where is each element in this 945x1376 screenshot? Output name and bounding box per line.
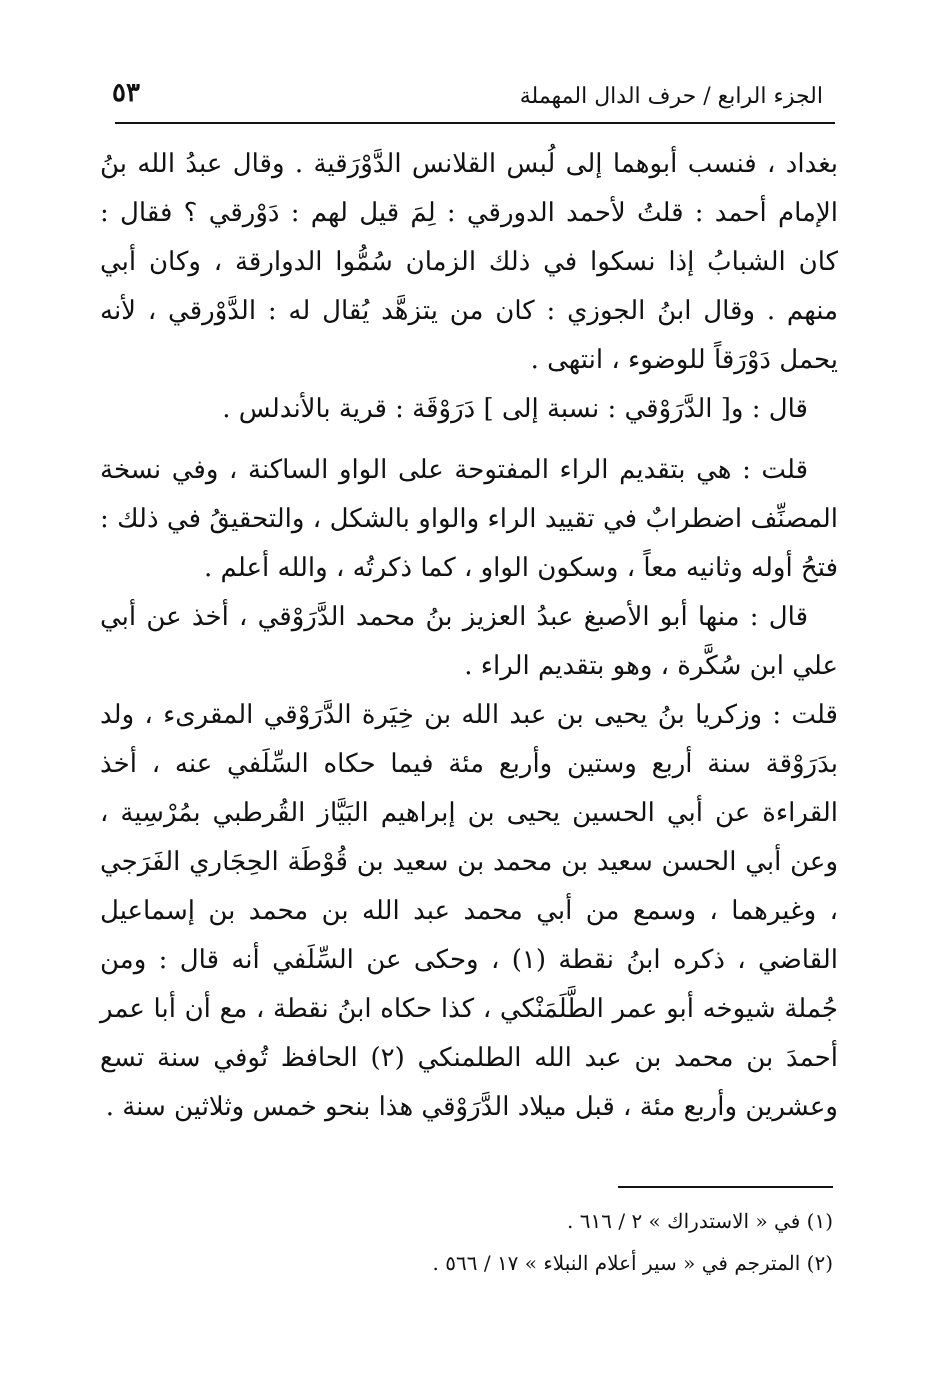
body-text — [100, 140, 838, 1180]
footnote-2: (٢) المترجم في « سير أعلام النبلاء » ١٧ / ٥٦٦ . — [432, 1251, 833, 1275]
paragraph-3: قلت : هي بتقديم الراء المفتوحة على الواو الساكنة ، وفي نسخة المصنِّف اضطرابٌ في تقييد الراء والواو بالشكل ، والتحقيقُ في ذلك : فتحُ أوله وثانيه معاً ، وسكون الواو ، كما ذكرتُه ، والله أعلم . — [100, 455, 838, 583]
running-head: الجزء الرابع / حرف الدال المهملة — [519, 84, 823, 109]
page-number: ٥٣ — [112, 78, 140, 108]
footnote-rule — [618, 1186, 833, 1188]
header-rule — [115, 122, 835, 124]
paragraph-5: قلت : وزكريا بنُ يحيى بن عبد الله بن خِيَرة الدَّرَوْقي المقرىء ، ولد بدَرَوْقة سنة أربع وستين وأربع مئة فيما حكاه السِّلَفي عنه ، أخذ القراءة عن أبي الحسين يحيى بن إبراهيم البَيَّاز القُرطبي بمُرْسِية ، وعن أبي الحسن سعيد بن محمد بن سعيد بن قُوْطَة الحِجَاري الفَرَجي ، وغيرهما ، وسمع من أبي محمد عبد الله بن محمد بن إسماعيل القاضي ، ذكره ابنُ نقطة (١) ، وحكى عن السِّلَفي أنه قال : ومن جُملة شيوخه أبو عمر الطَّلَمَنْكي ، كذا حكاه ابنُ نقطة ، مع أن أبا عمر أحمدَ بن محمد بن عبد الله الطلمنكي (٢) الحافظ تُوفي سنة تسع وعشرين وأربع مئة ، قبل ميلاد الدَّرَوْقي هذا بنحو خمس وثلاثين سنة . — [100, 700, 838, 1122]
paragraph-2: قال : و[ الدَّرَوْقي : نسبة إلى ] دَرَوْقَة : قرية بالأندلس . — [222, 394, 808, 424]
paragraph-1: بغداد ، فنسب أبوهما إلى لُبس القلانس الدَّوْرَقية . وقال عبدُ الله بنُ الإمام أحمد : قلتُ لأحمد الدورقي : لِمَ قيل لهم : دَوْرقي ؟ فقال : كان الشبابُ إذا نسكوا في ذلك الزمان سُمُّوا الدوارقة ، وكان أبي منهم . وقال ابنُ الجوزي : كان من يتزهَّد يُقال له : الدَّوْرقي ، لأنه يحمل دَوْرَقاً للوضوء ، انتهى . — [100, 149, 838, 375]
footnotes — [233, 1200, 833, 1284]
paragraph-4: قال : منها أبو الأصبغ عبدُ العزيز بنُ محمد الدَّرَوْقي ، أخذ عن أبي علي ابن سُكَّرة ، وهو بتقديم الراء . — [100, 602, 838, 681]
footnote-1: (١) في « الاستدراك » ٢ / ٦١٦ . — [567, 1209, 833, 1233]
